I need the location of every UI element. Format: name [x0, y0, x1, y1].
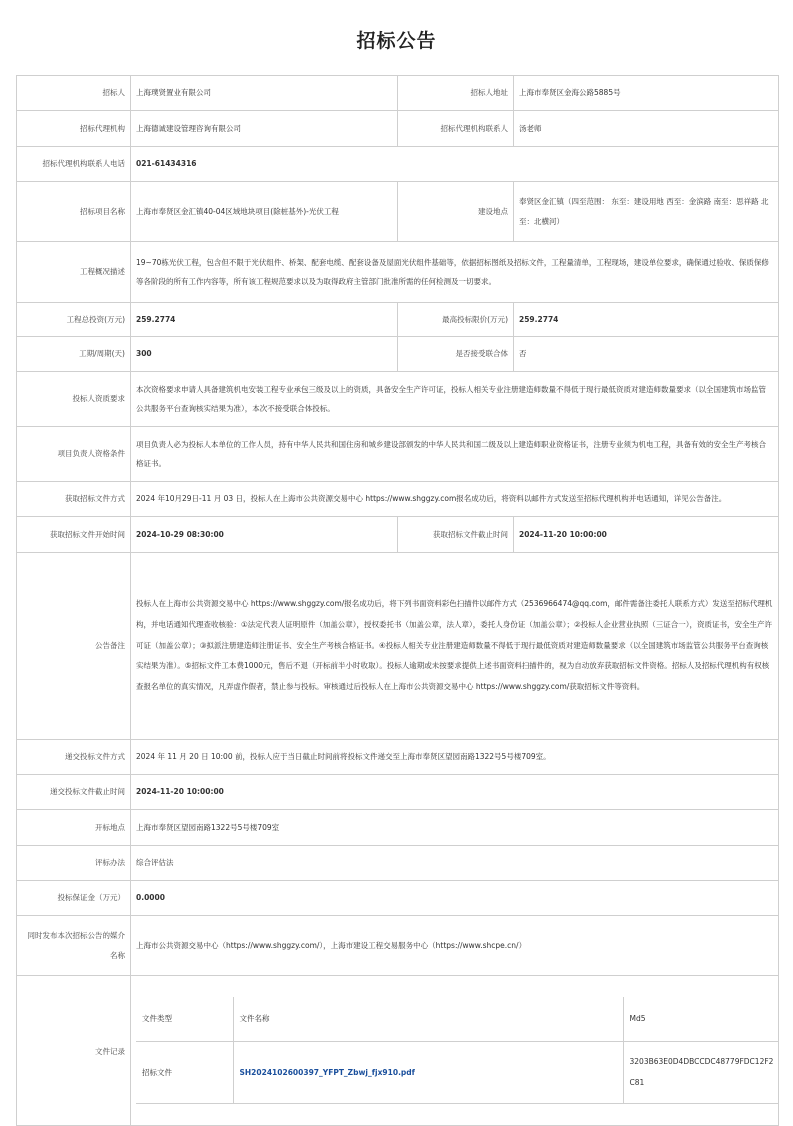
- media-label: 同时发布本次招标公告的媒介名称: [17, 916, 131, 976]
- consortium-label: 是否接受联合体: [398, 337, 514, 372]
- notice-table: [16, 75, 779, 1126]
- pm-label: 项目负责人资格条件: [17, 427, 131, 482]
- submit-deadline-value: 2024-11-20 10:00:00: [131, 775, 779, 810]
- obtain-start-label: 获取招标文件开始时间: [17, 517, 131, 553]
- open-site-value: 上海市奉贤区望园南路1322号5号楼709室: [131, 810, 779, 846]
- obtain-end-label: 获取招标文件截止时间: [398, 517, 514, 553]
- project-name-value: 上海市奉贤区金汇镇40-04区域地块项目(除桩基外)-光伏工程: [131, 182, 398, 242]
- agency-contact-label: 招标代理机构联系人: [398, 111, 514, 147]
- file-type: 招标文件: [136, 1041, 233, 1103]
- bid-limit-label: 最高投标限价(万元): [398, 303, 514, 337]
- qualification-label: 投标人资质要求: [17, 372, 131, 427]
- obtain-method-value: 2024 年10月29日-11 月 03 日，投标人在上海市公共资源交易中心 https://www.shggzy.com报名成功后，将资料以邮件方式发送至招标代理机构并电话通知，详见公告备注。: [131, 482, 779, 517]
- overview-value: 19~70栋光伏工程，包含但不限于光伏组件、桥架、配套电缆、配套设备及屋面光伏组件基础等，依据招标图纸及招标文件，工程量清单，工程现场，建设单位要求，确保通过验收、保质保修等各阶段的所有工作内容等，所有该工程规范要求以及为取得政府主管部门批准所需的任何检测及一切要求。: [131, 242, 779, 303]
- files-header-name: 文件名称: [233, 997, 623, 1041]
- evaluation-label: 评标办法: [17, 846, 131, 881]
- tenderer-address-value: 上海市奉贤区金海公路5885号: [514, 76, 779, 111]
- overview-label: 工程概况描述: [17, 242, 131, 303]
- site-value: 奉贤区金汇镇（四至范围： 东至：建设用地 西至：金滨路 南至：思祥路 北至：北横河）: [514, 182, 779, 242]
- file-download-link[interactable]: SH2024102600397_YFPT_Zbwj_fjx910.pdf: [239, 1067, 415, 1077]
- files-header-type: 文件类型: [136, 997, 233, 1041]
- period-value: 300: [131, 337, 398, 372]
- file-name-cell: [233, 1041, 623, 1103]
- agency-value: 上海德诚建设管理咨询有限公司: [131, 111, 398, 147]
- obtain-start-value: 2024-10-29 08:30:00: [131, 517, 398, 553]
- open-site-label: 开标地点: [17, 810, 131, 846]
- bid-limit-value: 259.2774: [514, 303, 779, 337]
- obtain-end-value: 2024-11-20 10:00:00: [514, 517, 779, 553]
- agency-phone-label: 招标代理机构联系人电话: [17, 147, 131, 182]
- agency-phone-value: 021-61434316: [131, 147, 779, 182]
- table-row: [136, 1041, 779, 1103]
- total-invest-label: 工程总投资(万元): [17, 303, 131, 337]
- page-title: 招标公告: [356, 30, 437, 52]
- evaluation-value: 综合评估法: [131, 846, 779, 881]
- submit-method-label: 递交投标文件方式: [17, 740, 131, 775]
- total-invest-value: 259.2774: [131, 303, 398, 337]
- obtain-method-label: 获取招标文件方式: [17, 482, 131, 517]
- consortium-value: 否: [514, 337, 779, 372]
- submit-deadline-label: 递交投标文件截止时间: [17, 775, 131, 810]
- submit-method-value: 2024 年 11 月 20 日 10:00 前，投标人应于当日截止时间前将投标文件递交至上海市奉贤区望园南路1322号5号楼709室。: [131, 740, 779, 775]
- project-name-label: 招标项目名称: [17, 182, 131, 242]
- agency-contact-value: 汤老师: [514, 111, 779, 147]
- files-cell: [131, 976, 779, 1126]
- pm-value: 项目负责人必为投标人本单位的工作人员，持有中华人民共和国住房和城乡建设部颁发的中华人民共和国二级及以上建造师职业资格证书，注册专业须为机电工程，具备有效的安全生产考核合格证书。: [131, 427, 779, 482]
- files-label: 文件记录: [17, 976, 131, 1126]
- files-header-md5: Md5: [623, 997, 779, 1041]
- site-label: 建设地点: [398, 182, 514, 242]
- deposit-value: 0.0000: [131, 881, 779, 916]
- tenderer-label: 招标人: [17, 76, 131, 111]
- qualification-value: 本次资格要求申请人具备建筑机电安装工程专业承包三级及以上的资质，具备安全生产许可证，投标人相关专业注册建造师数量不得低于现行最低资质对建造师数量要求（以全国建筑市场监管公共服务平台查询核实结果为准），本次不接受联合体投标。: [131, 372, 779, 427]
- period-label: 工期/周期(天): [17, 337, 131, 372]
- tenderer-value: 上海璞贤置业有限公司: [131, 76, 398, 111]
- tenderer-address-label: 招标人地址: [398, 76, 514, 111]
- media-value: 上海市公共资源交易中心（https://www.shggzy.com/），上海市建设工程交易服务中心（https://www.shcpe.cn/）: [131, 916, 779, 976]
- agency-label: 招标代理机构: [17, 111, 131, 147]
- files-table: [136, 997, 779, 1104]
- deposit-label: 投标保证金（万元）: [17, 881, 131, 916]
- file-md5: 3203B63E0D4DBCCDC48779FDC12F2C81: [623, 1041, 779, 1103]
- remark-value: 投标人在上海市公共资源交易中心 https://www.shggzy.com/报名成功后，将下列书面资料彩色扫描件以邮件方式（2536966474@qq.com，邮件需备注委托人联系方式）发送至招标代理机构，并电话通知代理查收核验：①法定代表人证明原件（加盖公章），授权委托书（加盖公章，法人章），委托人身份证（加盖公章）；②投标人企业营业执照（三证合一），资质证书，安全生产许可证（加盖公章）；③拟派注册建造师注册证书、安全生产考核合格证书。④投标人相关专业注册建造师数量不得低于现行最低资质对建造师数量要求（以全国建筑市场监管公共服务平台查询核实结果为准）。⑤招标文件工本费1000元，售后不退（开标前半小时收取）。投标人逾期或未按要求提供上述书面资料扫描件的，视为自动放弃获取招标文件资格。招标人及招标代理机构有权核查报名单位的真实情况，凡弄虚作假者，禁止参与投标。审核通过后投标人在上海市公共资源交易中心 https://www.shggzy.com/获取招标文件等资料。: [131, 553, 779, 740]
- remark-label: 公告备注: [17, 553, 131, 740]
